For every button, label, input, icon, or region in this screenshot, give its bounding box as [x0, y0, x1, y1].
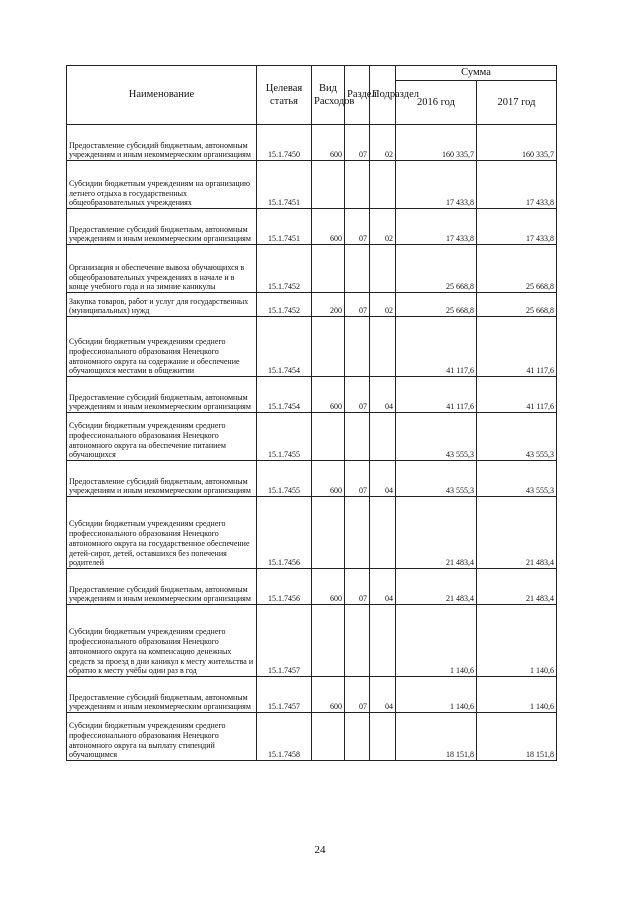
row-2017: 21 483,4: [477, 569, 557, 605]
row-kind: 600: [312, 377, 345, 413]
row-name: Субсидии бюджетным учреждениям на организацию летнего отдыха в государственных общеобразовательных учреждениях: [67, 161, 257, 209]
row-section: 07: [345, 461, 370, 497]
row-2016: 1 140,6: [396, 605, 477, 677]
table-row: [67, 209, 557, 245]
row-2017: 1 140,6: [477, 605, 557, 677]
row-kind: [312, 413, 345, 461]
row-2016: 21 483,4: [396, 497, 477, 569]
row-kind: 200: [312, 293, 345, 317]
header-sum: Сумма: [396, 66, 557, 81]
row-target: 15.1.7457: [257, 677, 312, 713]
row-section: 07: [345, 125, 370, 161]
row-name: Субсидии бюджетным учреждениям среднего профессионального образования Ненецкого автономного округа на государственное обеспечение детей-сирот, детей, оставшихся без попечения родителей: [67, 497, 257, 569]
row-2017: 18 151,8: [477, 713, 557, 761]
row-target: 15.1.7454: [257, 377, 312, 413]
table-row: [67, 461, 557, 497]
row-target: 15.1.7452: [257, 245, 312, 293]
row-2016: 43 555,3: [396, 413, 477, 461]
table-row: [67, 245, 557, 293]
row-kind: 600: [312, 677, 345, 713]
table-row: [67, 677, 557, 713]
row-2017: 1 140,6: [477, 677, 557, 713]
table-row: [67, 125, 557, 161]
row-2017: 41 117,6: [477, 317, 557, 377]
row-2016: 25 668,8: [396, 293, 477, 317]
row-kind: [312, 245, 345, 293]
row-kind: [312, 161, 345, 209]
row-2017: 25 668,8: [477, 245, 557, 293]
row-subsection: [370, 605, 396, 677]
row-section: [345, 497, 370, 569]
row-name: Предоставление субсидий бюджетным, автономным учреждениям и иным некоммерческим организациям: [67, 677, 257, 713]
row-2017: 43 555,3: [477, 461, 557, 497]
row-section: 07: [345, 377, 370, 413]
row-subsection: 02: [370, 209, 396, 245]
table-row: [67, 317, 557, 377]
row-target: 15.1.7455: [257, 413, 312, 461]
row-2016: 21 483,4: [396, 569, 477, 605]
row-name: Предоставление субсидий бюджетным, автономным учреждениям и иным некоммерческим организациям: [67, 125, 257, 161]
row-target: 15.1.7456: [257, 569, 312, 605]
row-2016: 25 668,8: [396, 245, 477, 293]
row-2017: 25 668,8: [477, 293, 557, 317]
row-name: Субсидии бюджетным учреждениям среднего профессионального образования Ненецкого автономного округа на содержание и обеспечение обучающихся местами в общежитии: [67, 317, 257, 377]
row-target: 15.1.7450: [257, 125, 312, 161]
row-subsection: 04: [370, 461, 396, 497]
row-subsection: [370, 413, 396, 461]
row-section: [345, 245, 370, 293]
header-kind: Вид Расходов: [312, 66, 345, 125]
row-name: Предоставление субсидий бюджетным, автономным учреждениям и иным некоммерческим организациям: [67, 461, 257, 497]
row-2016: 17 433,8: [396, 161, 477, 209]
row-section: 07: [345, 677, 370, 713]
table-row: [67, 413, 557, 461]
row-2017: 17 433,8: [477, 161, 557, 209]
row-name: Предоставление субсидий бюджетным, автономным учреждениям и иным некоммерческим организациям: [67, 209, 257, 245]
header-name: Наименование: [67, 66, 257, 125]
row-name: Субсидии бюджетным учреждениям среднего профессионального образования Ненецкого автономного округа на выплату стипендий обучающимся: [67, 713, 257, 761]
row-kind: 600: [312, 569, 345, 605]
row-section: [345, 161, 370, 209]
row-name: Предоставление субсидий бюджетным, автономным учреждениям и иным некоммерческим организациям: [67, 569, 257, 605]
row-kind: 600: [312, 461, 345, 497]
row-subsection: [370, 245, 396, 293]
row-2017: 43 555,3: [477, 413, 557, 461]
row-section: [345, 413, 370, 461]
row-kind: [312, 605, 345, 677]
row-subsection: 04: [370, 677, 396, 713]
row-kind: 600: [312, 125, 345, 161]
row-subsection: 02: [370, 293, 396, 317]
row-2016: 160 335,7: [396, 125, 477, 161]
table-row: [67, 293, 557, 317]
header-target: Целевая статья: [257, 66, 312, 125]
row-subsection: [370, 317, 396, 377]
row-target: 15.1.7451: [257, 161, 312, 209]
table-header: [67, 66, 557, 125]
row-2016: 41 117,6: [396, 377, 477, 413]
row-target: 15.1.7451: [257, 209, 312, 245]
row-target: 15.1.7455: [257, 461, 312, 497]
table-row: [67, 377, 557, 413]
row-subsection: 04: [370, 377, 396, 413]
row-kind: 600: [312, 209, 345, 245]
row-2016: 43 555,3: [396, 461, 477, 497]
row-target: 15.1.7456: [257, 497, 312, 569]
row-section: 07: [345, 569, 370, 605]
row-section: [345, 317, 370, 377]
row-name: Закупка товаров, работ и услуг для государственных (муниципальных) нужд: [67, 293, 257, 317]
row-2016: 18 151,8: [396, 713, 477, 761]
table-row: [67, 161, 557, 209]
row-kind: [312, 713, 345, 761]
row-target: 15.1.7454: [257, 317, 312, 377]
row-2016: 1 140,6: [396, 677, 477, 713]
row-kind: [312, 497, 345, 569]
row-2017: 160 335,7: [477, 125, 557, 161]
table-row: [67, 569, 557, 605]
row-2017: 21 483,4: [477, 497, 557, 569]
table-body: [67, 125, 557, 761]
row-name: Организация и обеспечение вывоза обучающихся в общеобразовательных учреждениях в начале и в конце учебного года и на зимние каникулы: [67, 245, 257, 293]
row-2017: 41 117,6: [477, 377, 557, 413]
page-number: 24: [314, 844, 326, 856]
header-2016: 2016 год: [396, 81, 477, 125]
row-subsection: [370, 497, 396, 569]
budget-table: [66, 65, 557, 761]
row-name: Предоставление субсидий бюджетным, автономным учреждениям и иным некоммерческим организациям: [67, 377, 257, 413]
row-target: 15.1.7458: [257, 713, 312, 761]
row-2017: 17 433,8: [477, 209, 557, 245]
table-row: [67, 605, 557, 677]
header-subsection: Подраздел: [370, 66, 396, 125]
row-section: [345, 605, 370, 677]
row-name: Субсидии бюджетным учреждениям среднего профессионального образования Ненецкого автономного округа на компенсацию денежных средств за проезд в дни каникул к месту жительства и обратно к месту учёбы один раз в год: [67, 605, 257, 677]
row-subsection: 04: [370, 569, 396, 605]
table-row: [67, 713, 557, 761]
row-section: 07: [345, 293, 370, 317]
row-2016: 41 117,6: [396, 317, 477, 377]
row-kind: [312, 317, 345, 377]
header-2017: 2017 год: [477, 81, 557, 125]
header-section: Раздел: [345, 66, 370, 125]
row-section: [345, 713, 370, 761]
row-subsection: [370, 713, 396, 761]
row-2016: 17 433,8: [396, 209, 477, 245]
row-target: 15.1.7457: [257, 605, 312, 677]
row-subsection: 02: [370, 125, 396, 161]
row-name: Субсидии бюджетным учреждениям среднего профессионального образования Ненецкого автономного округа на обеспечение питанием обучающихся: [67, 413, 257, 461]
row-subsection: [370, 161, 396, 209]
row-section: 07: [345, 209, 370, 245]
row-target: 15.1.7452: [257, 293, 312, 317]
table-row: [67, 497, 557, 569]
